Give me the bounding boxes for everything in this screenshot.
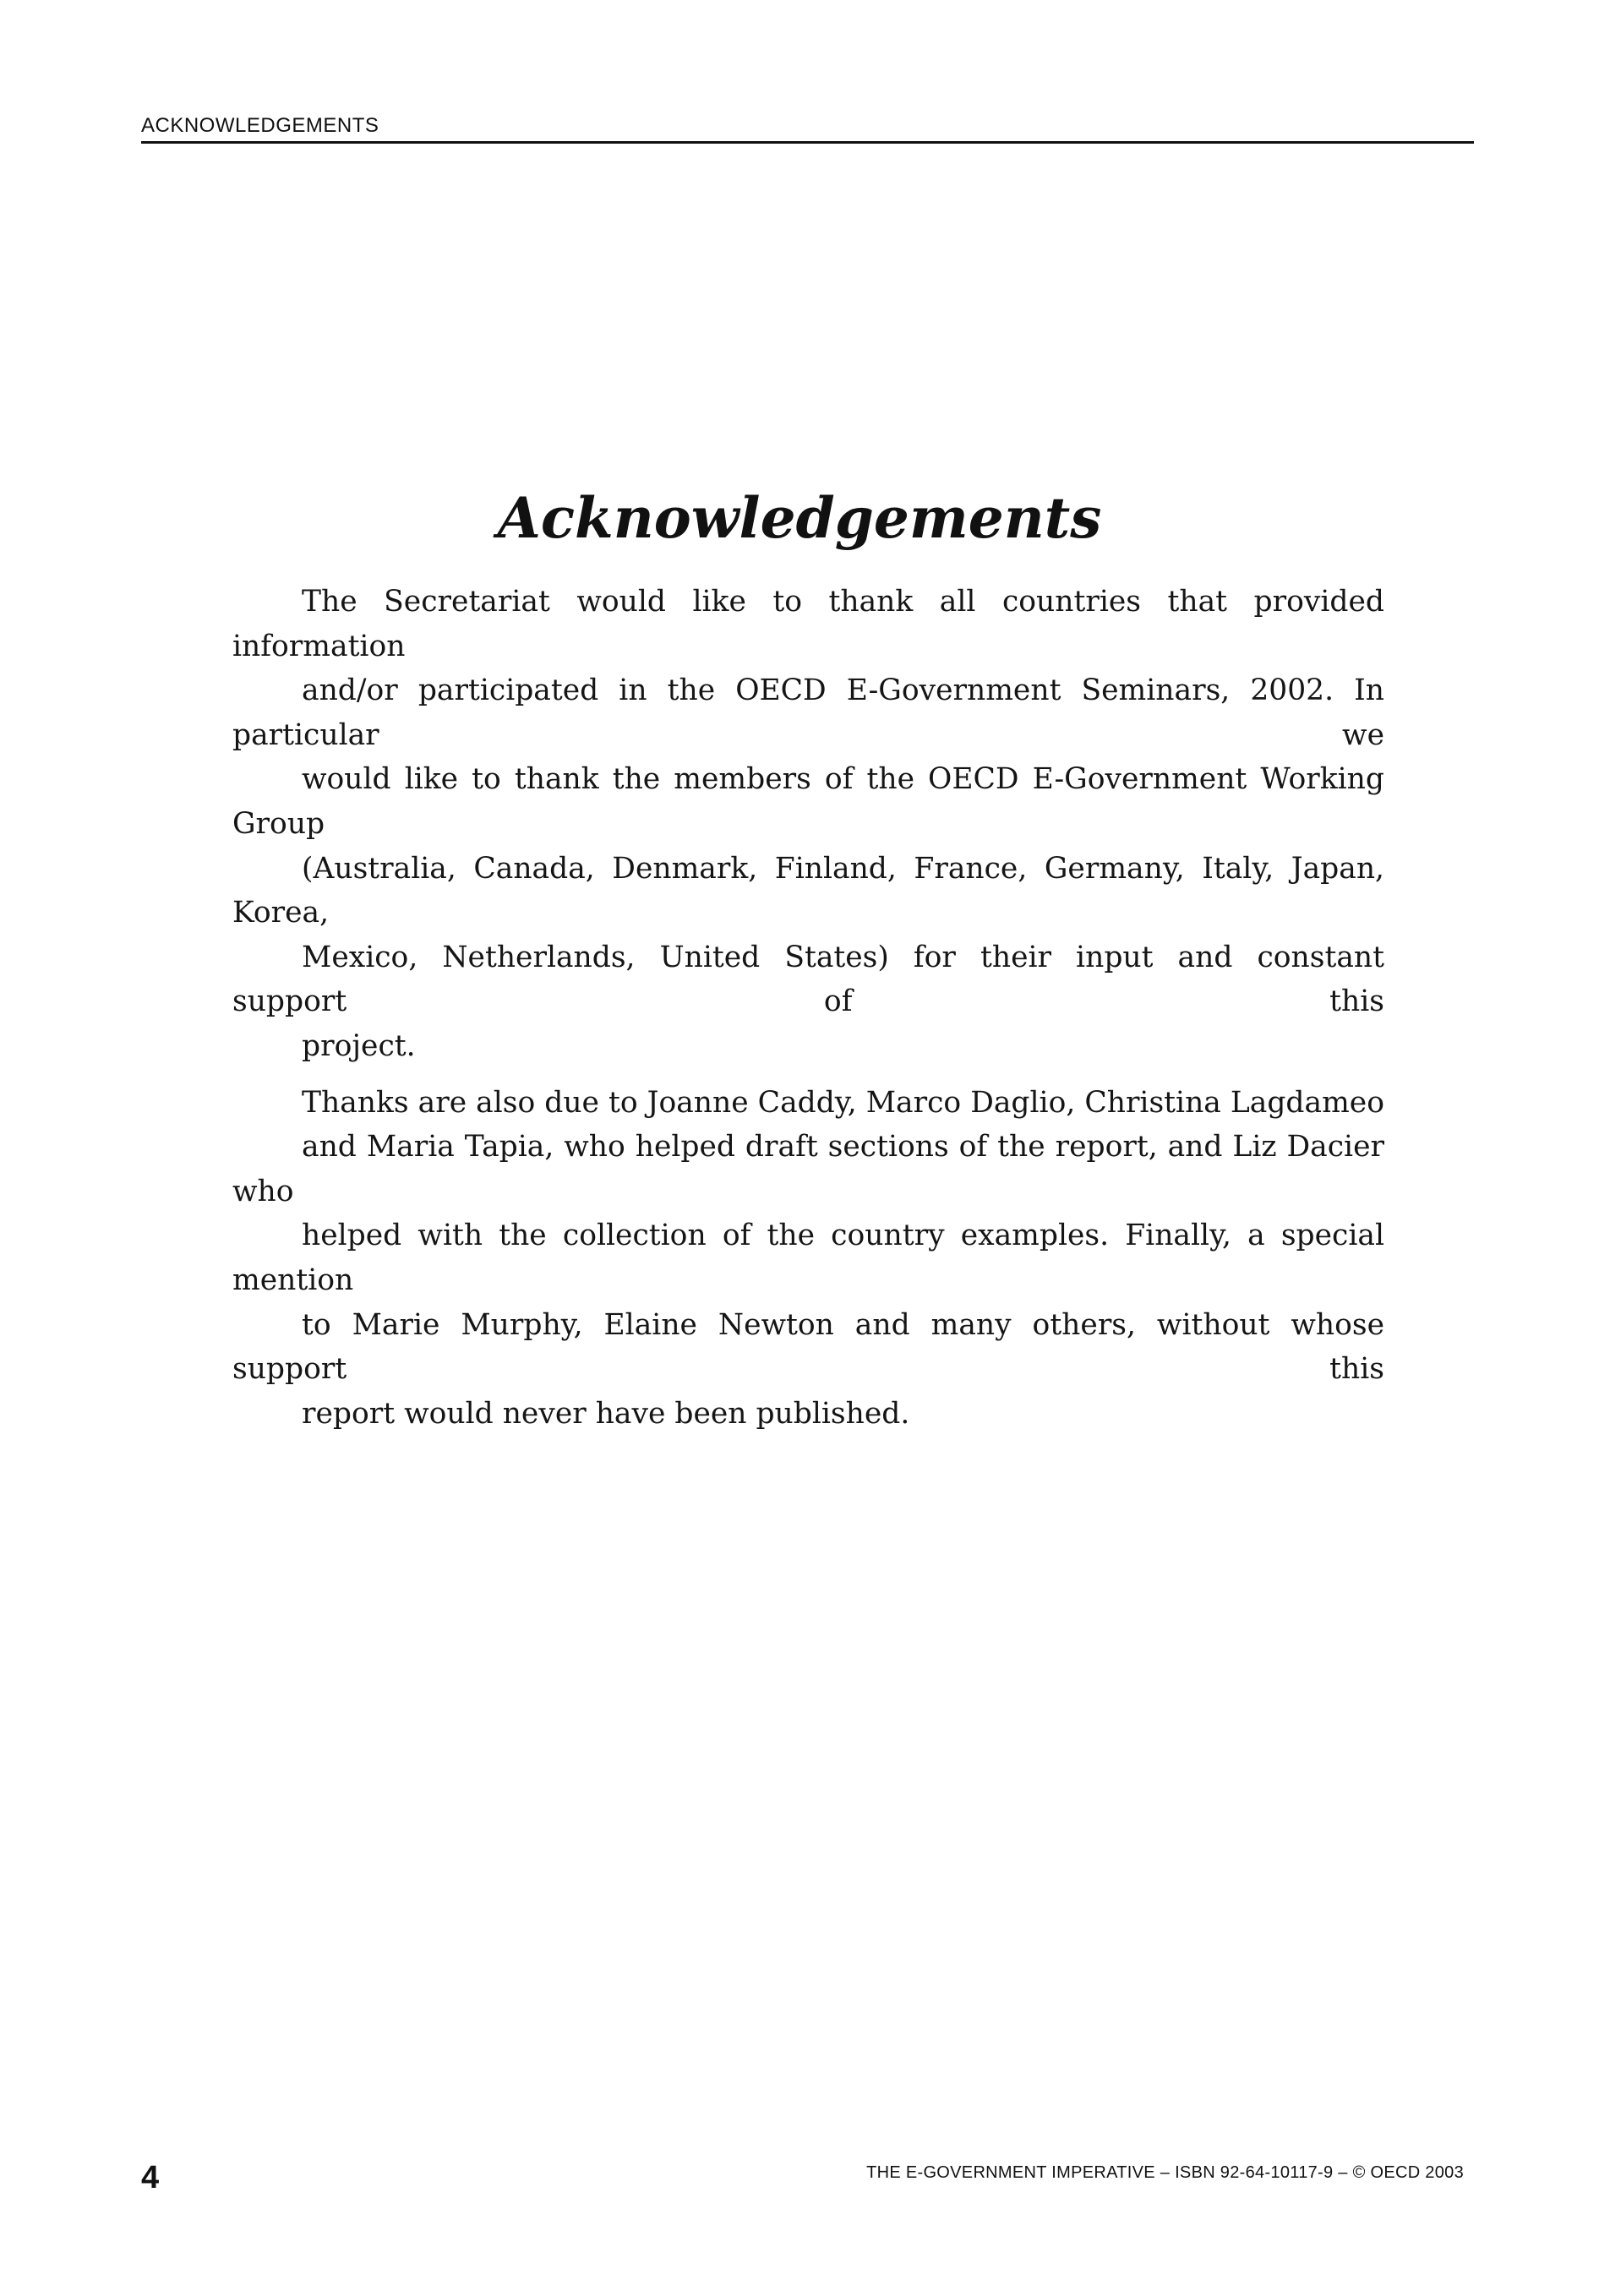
page-number: 4: [141, 2160, 160, 2195]
paragraph-2-line: Thanks are also due to Joanne Caddy, Marco Daglio, Christina Lagdameo: [302, 1085, 1384, 1120]
body-text: [232, 580, 1384, 1448]
footer-publication-line: THE E-GOVERNMENT IMPERATIVE – ISBN 92-64-10117-9 – © OECD 2003: [866, 2163, 1464, 2182]
paragraph-2-line: and Maria Tapia, who helped draft sections of the report, and Liz Dacier who: [232, 1130, 1384, 1208]
paragraph-2-line: report would never have been published.: [302, 1396, 910, 1431]
paragraph-1-line: Mexico, Netherlands, United States) for their input and constant support of this: [232, 940, 1384, 1019]
paragraph-1-line: would like to thank the members of the OECD E-Government Working Group: [232, 762, 1384, 841]
paragraph-1-line: project.: [302, 1028, 416, 1063]
paragraph-1-line: The Secretariat would like to thank all countries that provided information: [232, 585, 1384, 663]
running-header: [141, 112, 1474, 144]
paragraph-1: [232, 580, 1384, 1069]
running-header-title: ACKNOWLEDGEMENTS: [141, 114, 379, 137]
paragraph-1-line: and/or participated in the OECD E-Government Seminars, 2002. In particular we: [232, 674, 1384, 752]
page-title: Acknowledgements: [497, 485, 1102, 552]
paragraph-2-line: helped with the collection of the country examples. Finally, a special mention: [232, 1219, 1384, 1297]
paragraph-1-line: (Australia, Canada, Denmark, Finland, France, Germany, Italy, Japan, Korea,: [232, 851, 1384, 930]
paragraph-2-line: to Marie Murphy, Elaine Newton and many others, without whose support this: [232, 1307, 1384, 1387]
paragraph-2: [232, 1081, 1384, 1437]
